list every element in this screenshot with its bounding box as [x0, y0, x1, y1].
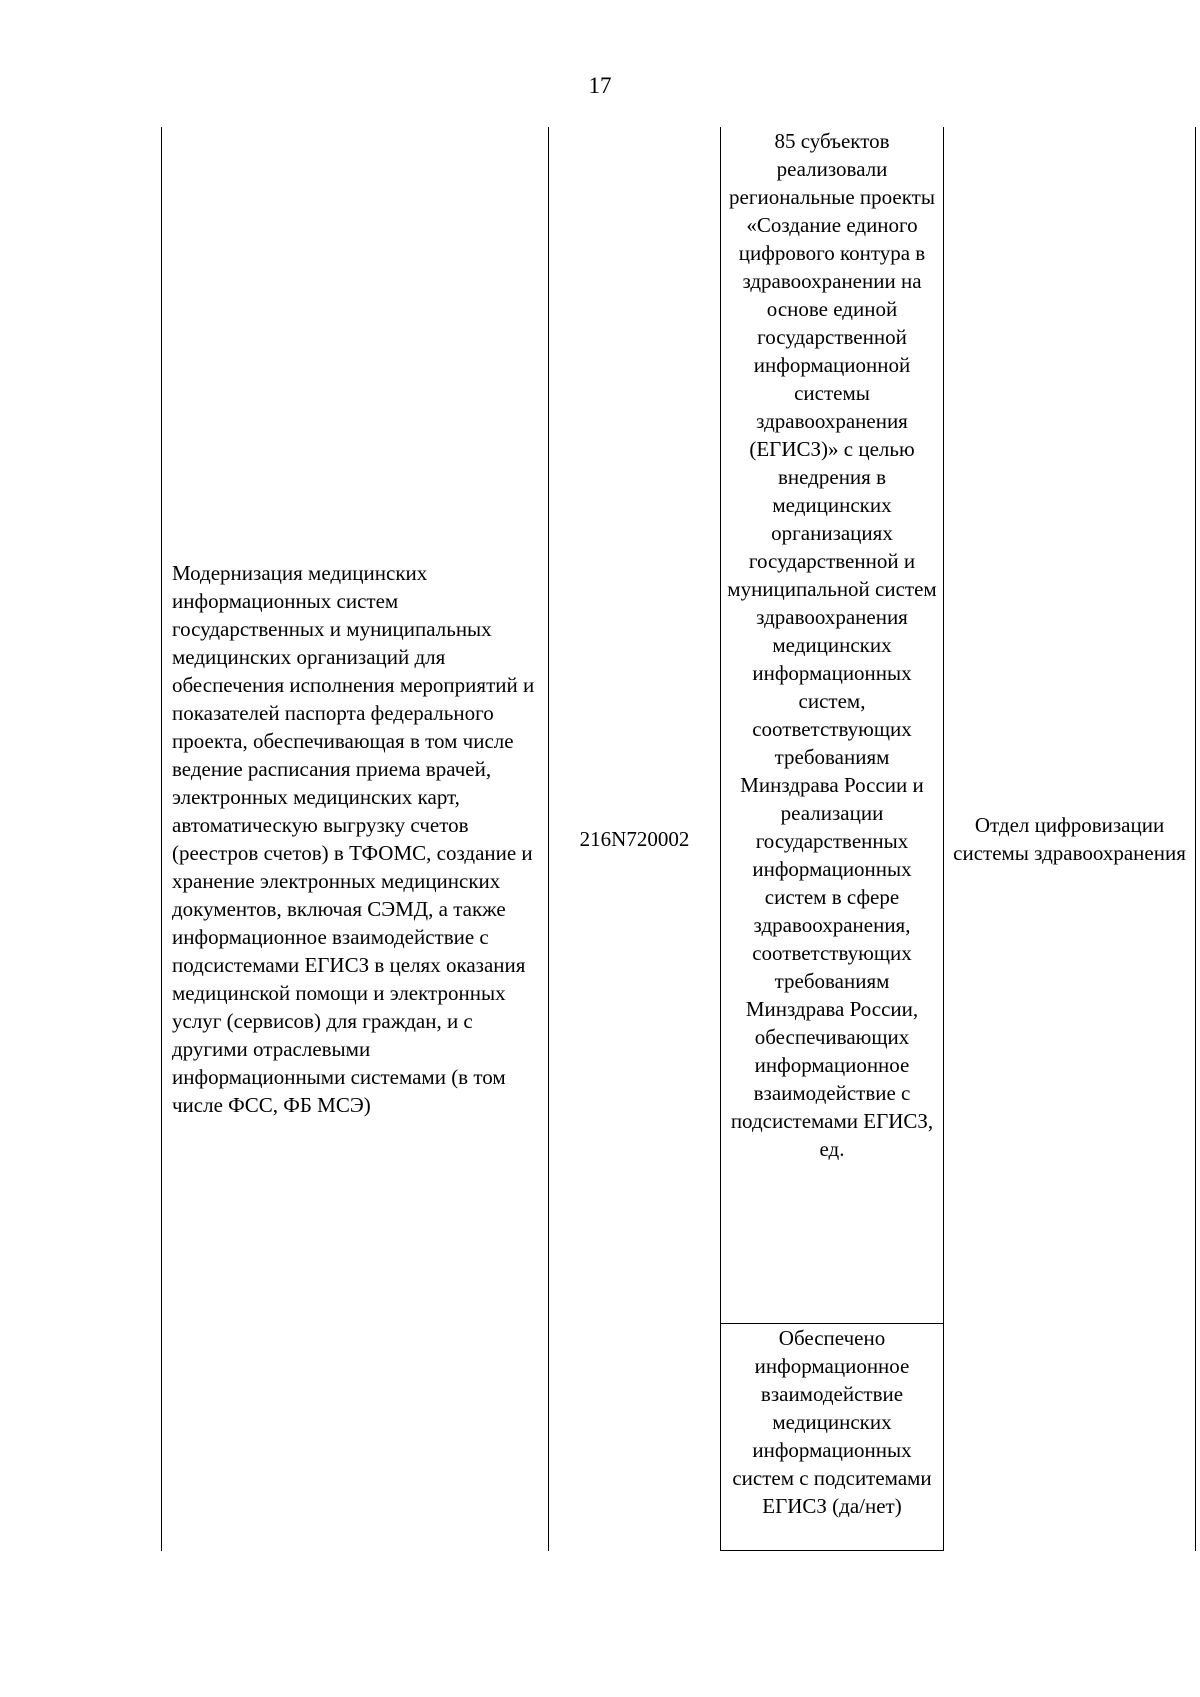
indicator-2-text: Обеспечено информационное взаимодействие медицинских информационных систем с подситемами ЕГИСЗ (да/нет) — [732, 1326, 932, 1518]
table-row — [162, 127, 1196, 1324]
measure-description: Модернизация медицинских информационных систем государственных и муниципальных медицинских организаций для обеспечения исполнения мероприятий и показателей паспорта федерального проекта, обеспечивающая в том числе ведение расписания приема врачей, электронных медицинских карт, автоматическую выгрузку счетов (реестров счетов) в ТФОМС, создание и хранение электронных медицинских документов, включая СЭМД, а также информационное взаимодействие с подсистемами ЕГИСЗ в целях оказания медицинской помощи и электронных услуг (сервисов) для граждан, и с другими отраслевыми информационными системами (в том числе ФСС, ФБ МСЭ) — [172, 560, 535, 1117]
responsible-cell — [944, 127, 1196, 1551]
measures-table — [161, 127, 1196, 1551]
responsible-department: Отдел цифровизации системы здравоохранения — [953, 812, 1186, 865]
page-number: 17 — [588, 73, 612, 98]
measure-description-cell — [162, 127, 549, 1551]
measure-code: 216N720002 — [579, 826, 690, 851]
code-cell — [549, 127, 721, 1551]
indicator-cell-1 — [721, 127, 944, 1324]
indicator-cell-2 — [721, 1324, 944, 1551]
indicator-1-text: 85 субъектов реализовали региональные проекты «Создание единого цифрового контура в здравоохранении на основе единой государственной информационной системы здравоохранения (ЕГИСЗ)» с целью внедрения в медицинских организациях государственной и муниципальной систем здравоохранения медицинских информационных систем, соответствующих требованиям Минздрава России и реализации государственных информационных систем в сфере здравоохранения, соответствующих требованиям Минздрава России, обеспечивающих информационное взаимодействие с подсистемами ЕГИСЗ, ед. — [727, 129, 937, 1161]
